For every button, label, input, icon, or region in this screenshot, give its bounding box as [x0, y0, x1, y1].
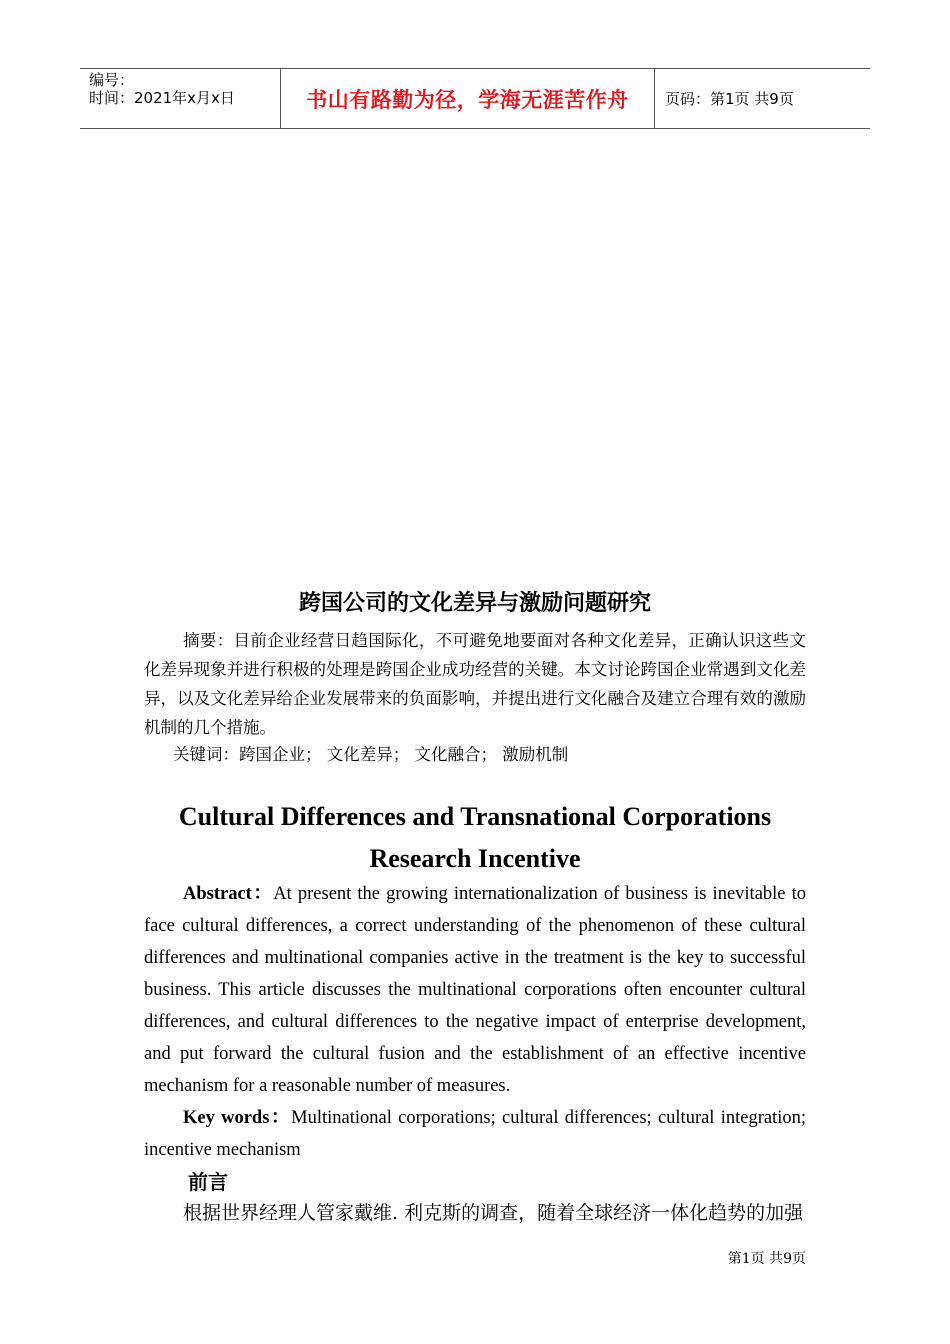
header-motto: 书山有路勤为径，学海无涯苦作舟 — [306, 87, 629, 112]
section-title-preface: 前言 — [188, 1170, 228, 1194]
abstract-chinese-label: 摘要： — [183, 631, 234, 650]
body-paragraph: 根据世界经理人管家戴维. 利克斯的调查，随着全球经济一体化趋势的加强 — [183, 1202, 804, 1224]
header-meta — [80, 69, 281, 128]
document-number: 编号： — [89, 71, 135, 89]
header-motto-cell — [281, 69, 655, 128]
page-footer: 第1页 共9页 — [727, 1251, 806, 1267]
keywords-english-text: Multinational corporations; cultural differences; cultural integration; incentive mechanism — [144, 1108, 806, 1160]
title-english — [144, 796, 806, 880]
title-english-line1: Cultural Differences and Transnational Corporations — [178, 802, 772, 831]
keywords-chinese-text: 跨国企业； 文化差异； 文化融合； 激励机制 — [239, 745, 569, 764]
abstract-english-label: Abstract： — [183, 884, 274, 904]
header-page-number: 页码：第1页 共9页 — [665, 90, 794, 108]
abstract-english — [144, 878, 806, 1166]
keywords-chinese-label: 关键词： — [173, 745, 239, 764]
keywords-chinese — [144, 741, 806, 769]
abstract-english-text: At present the growing internationalization of business is inevitable to face cultural differences, a correct understanding of the phenomenon of these cultural differences and multinational companies active in the treatment is the key to successful business. This article discusses the multinational corporations often encounter cultural differences, and cultural differences to the negative impact of enterprise development, and put forward the cultural fusion and the establishment of an effective incentive mechanism for a reasonable number of measures. — [144, 884, 806, 1096]
abstract-chinese — [144, 626, 806, 742]
document-time: 时间：2021年x月x日 — [89, 89, 235, 107]
abstract-chinese-text: 目前企业经营日趋国际化，不可避免地要面对各种文化差异，正确认识这些文化差异现象并进行积极的处理是跨国企业成功经营的关键。本文讨论跨国企业常遇到文化差异，以及文化差异给企业发展带来的负面影响，并提出进行文化融合及建立合理有效的激励机制的几个措施。 — [144, 631, 807, 737]
keywords-english-label: Key words： — [183, 1108, 292, 1128]
title-chinese: 跨国公司的文化差异与激励问题研究 — [298, 591, 651, 616]
page-header — [80, 68, 870, 129]
title-english-line2: Research Incentive — [369, 844, 581, 873]
